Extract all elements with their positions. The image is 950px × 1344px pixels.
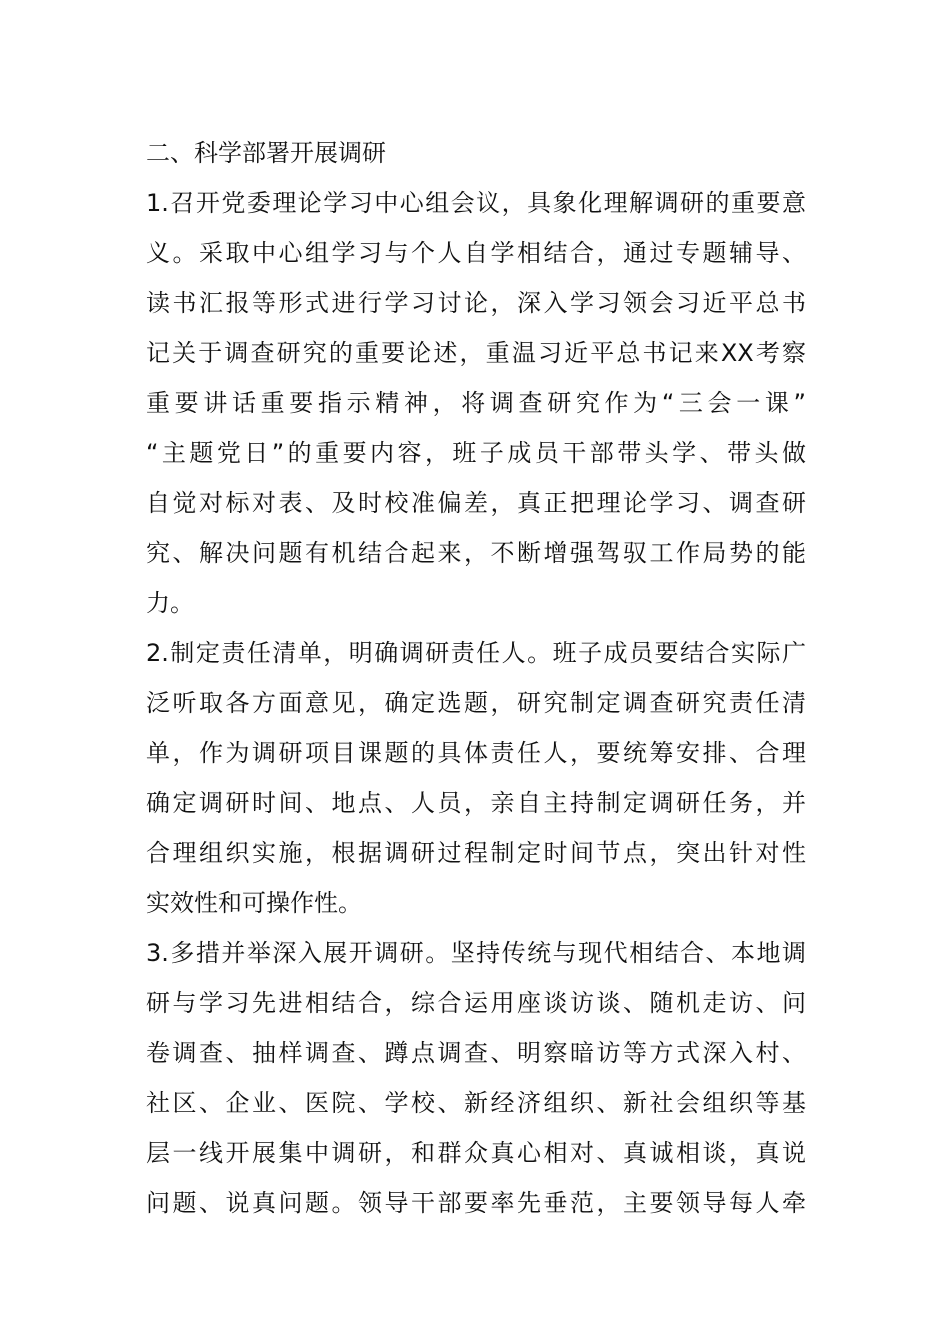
paragraph-line: 重要讲话重要指示精神，将调查研究作为“三会一课” [146, 389, 806, 417]
paragraph-line: 层一线开展集中调研，和群众真心相对、真诚相谈，真说 [146, 1139, 806, 1167]
paragraph-line: “主题党日”的重要内容，班子成员干部带头学、带头做 [146, 439, 806, 467]
paragraph-line: 1.召开党委理论学习中心组会议，具象化理解调研的重要意 [146, 189, 806, 217]
paragraph-line: 合理组织实施，根据调研过程制定时间节点，突出针对性 [146, 839, 806, 867]
paragraph-line: 社区、企业、医院、学校、新经济组织、新社会组织等基 [146, 1089, 806, 1117]
document-body [146, 128, 806, 1228]
paragraph-line: 泛听取各方面意见，确定选题，研究制定调查研究责任清 [146, 689, 806, 717]
paragraph-line: 卷调查、抽样调查、蹲点调查、明察暗访等方式深入村、 [146, 1039, 806, 1067]
paragraph-line: 3.多措并举深入展开调研。坚持传统与现代相结合、本地调 [146, 939, 806, 967]
paragraph-line: 问题、说真问题。领导干部要率先垂范，主要领导每人牵 [146, 1189, 806, 1217]
paragraph-line: 确定调研时间、地点、人员，亲自主持制定调研任务，并 [146, 789, 806, 817]
paragraph-line: 究、解决问题有机结合起来，不断增强驾驭工作局势的能 [146, 539, 806, 567]
paragraph-line: 实效性和可操作性。 [146, 889, 362, 917]
paragraph-line: 2.制定责任清单，明确调研责任人。班子成员要结合实际广 [146, 639, 806, 667]
paragraph-line: 单，作为调研项目课题的具体责任人，要统筹安排、合理 [146, 739, 806, 767]
paragraph-line: 自觉对标对表、及时校准偏差，真正把理论学习、调查研 [146, 489, 806, 517]
section-heading: 二、科学部署开展调研 [146, 139, 386, 167]
paragraph-line: 研与学习先进相结合，综合运用座谈访谈、随机走访、问 [146, 989, 806, 1017]
paragraph-line: 义。采取中心组学习与个人自学相结合，通过专题辅导、 [146, 239, 806, 267]
paragraph-3 [146, 928, 806, 1228]
paragraph-1 [146, 178, 806, 628]
paragraph-line: 力。 [146, 589, 194, 617]
paragraph-line: 读书汇报等形式进行学习讨论，深入学习领会习近平总书 [146, 289, 806, 317]
paragraph-line: 记关于调查研究的重要论述，重温习近平总书记来XX考察 [146, 339, 806, 367]
paragraph-2 [146, 628, 806, 928]
